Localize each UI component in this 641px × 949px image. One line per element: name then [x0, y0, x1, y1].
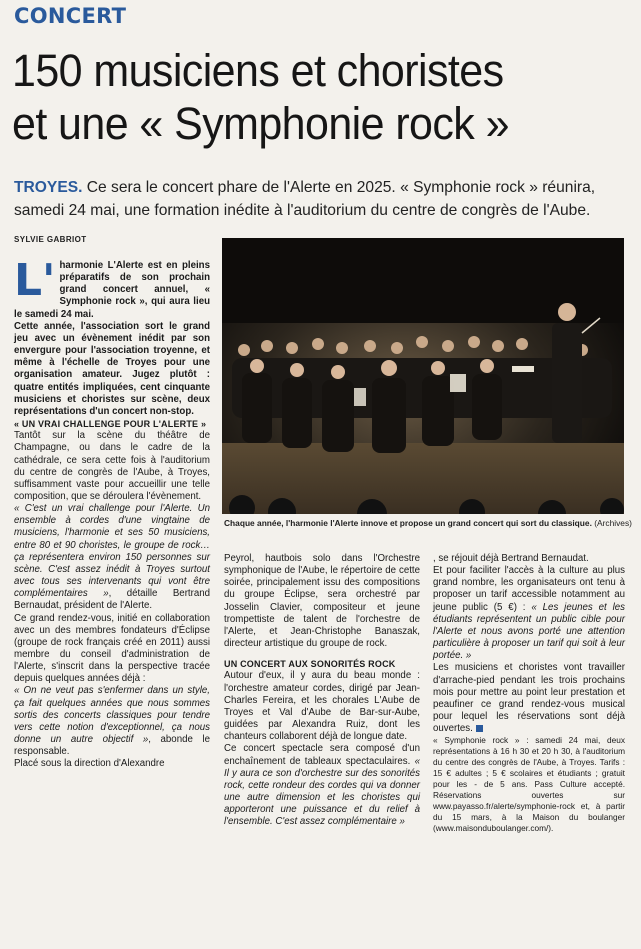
dropcap: L': [14, 255, 56, 306]
quote-style: « On ne veut pas s'enfermer dans un style, ça fait quelques années que nous sommes sortis des concerts classiques pour tendre vers cette notion d'exceptionnel, ça nous donne un autre objectif »: [14, 685, 210, 746]
paragraph-9-rest: , se réjouit déjà Bertrand Bernaudat.: [433, 553, 589, 564]
paragraph-4: [14, 503, 210, 612]
headline-line-1: 150 musiciens et choristes: [12, 45, 504, 96]
quote-youth: « Les jeunes et les étudiants représentent un public cible pour l'Alerte et nous avons porté une attention particulière à proposer un tarif qui soit à leur portée. »: [433, 601, 625, 662]
paragraph-6-rest: , abonde le responsable.: [14, 734, 210, 758]
end-mark-icon: [476, 725, 483, 732]
paragraph-6: [14, 685, 210, 758]
headline: [12, 44, 604, 150]
quote-rock: « Il y aura ce son d'orchestre sur des sonorités rock, cette rondeur des cordes qui va donner une autre dimension et les choristes qui apporteront une puissance et du relief à l'ensemble. C'est assez complémentaire »: [224, 755, 420, 828]
paragraph-3: Tantôt sur la scène du théâtre de Champagne, ou dans le cadre de la cathédrale, ce sera cette fois à l'auditorium du centre de congrès de l'Aube, à Troyes, suffisamment vaste pour accueillir une telle composition, que se déroulera l'évènement.: [14, 430, 210, 502]
section-kicker: CONCERT: [14, 4, 127, 28]
subhead-challenge: « UN VRAI CHALLENGE POUR L'ALERTE »: [14, 419, 207, 430]
paragraph-9-start: Ce concert spectacle sera composé d'un enchaînement de tableaux spectaculaires.: [224, 743, 420, 767]
article-column-3: [433, 553, 625, 834]
photo-caption: [224, 518, 632, 528]
caption-text: Chaque année, l'harmonie l'Alerte innove et propose un grand concert qui sort du classique.: [224, 518, 592, 528]
quote-challenge: « C'est un vrai challenge pour l'Alerte. Un ensemble à cordes d'une vingtaine de musiciens, l'harmonie et ses 50 musiciens, entre 80 et 90 choristes, le groupe de rock… ça représentera environ 150 personnes sur scène. C'est assez inédit à Troyes surtout avec tous ses intervenants qui vont être complémentaires »: [14, 503, 210, 600]
lead-text: Ce sera le concert phare de l'Alerte en 2025. « Symphonie rock » réunira, samedi 24 mai, une formation inédite à l'auditorium du centre de congrès de l'Aube.: [14, 179, 596, 219]
paragraph-8: Autour d'eux, il y aura du beau monde : l'orchestre amateur cordes, dirigé par Jean-Charles Fereira, et les chorales L'Aube de Troyes et Val d'Aube de Bar-sur-Aube, guidées par Alexandra Ruiz, dont les chanteurs collaborent déjà de longue date.: [224, 670, 420, 743]
orchestra-image: [222, 238, 624, 514]
subhead-rock: UN CONCERT AUX SONORITÉS ROCK: [224, 659, 396, 670]
intro-text: harmonie L'Alerte est en pleins préparatifs de son prochain grand concert annuel, « Symphonie rock », qui aura lieu le samedi 24 mai.: [14, 260, 210, 320]
lead-dateline: TROYES.: [14, 179, 83, 196]
headline-line-2: et une « Symphonie rock »: [12, 98, 509, 149]
photo-credit: (Archives): [591, 518, 632, 528]
paragraph-2: Cette année, l'association sort le grand jeu avec un évènement inédit par son envergure pour l'association troyenne, et même à l'échelle de Troyes pour une organisation amateur. Jugez plutôt : quatre entités impliquées, cent cinquante musiciens et choristes sur scène, deux représentations d'un concert non-stop.: [14, 320, 210, 417]
paragraph-10: [433, 565, 625, 662]
paragraph-10-start: Et pour faciliter l'accès à la culture au plus grand nombre, les organisateurs ont tenu à proposer un tarif accessible notamment au jeune public (5 €) :: [433, 565, 625, 613]
paragraph-5: Ce grand rendez-vous, initié en collaboration avec un des membres fondateurs d'Éclipse (groupe de rock français créé en 2011) aussi membre du conseil d'administration de l'Alerte, s'inscrit dans la perspective tracée depuis quelques années déjà :: [14, 612, 210, 685]
intro-paragraph: [14, 255, 210, 321]
byline: SYLVIE GABRIOT: [14, 235, 87, 244]
paragraph-4-rest: , détaille Bertrand Bernaudat, président de l'Alerte.: [14, 588, 211, 612]
paragraph-9: [224, 743, 420, 828]
article-column-1: [14, 255, 211, 771]
paragraph-7-start: Placé sous la direction d'Alexandre: [14, 758, 165, 770]
paragraph-7-cont: Peyrol, hautbois solo dans l'Orchestre symphonique de l'Aube, le répertoire de cette soirée, principalement issu des compositions du groupe Éclipse, sera orchestré par Josselin Clavier, compositeur et jeune trompettiste de talent de l'orchestre de l'Alerte, et Jean-Christophe Banaszak, directeur artistique du groupe de rock.: [224, 553, 420, 650]
practical-info: « Symphonie rock » : samedi 24 mai, deux représentations à 16 h 30 et 20 h 30, à l'auditorium du centre des congrès de l'Aube, à Troyes. Tarifs : 15 € adultes ; 5 € scolaires et étudiants ; gratuit pour les - de 5 ans. Pass Culture accepté. Réservations ouvertes sur www.payasso.fr/alerte/symphonie-rock et, à partir du 15 mars, à la Maison du boulanger (www.maisonduboulanger.com/).: [433, 735, 625, 834]
paragraph-11-text: Les musiciens et choristes vont travailler d'arrache-pied pendant les trois prochains mois pour mettre au point leur prestation et peaufiner ce grand rendez-vous musical pour lequel les réservations sont déjà ouvertes.: [433, 662, 625, 735]
article-column-2: [224, 553, 420, 828]
paragraph-11: [433, 662, 625, 735]
lead-paragraph: [14, 176, 626, 222]
concert-photo: [222, 238, 624, 514]
